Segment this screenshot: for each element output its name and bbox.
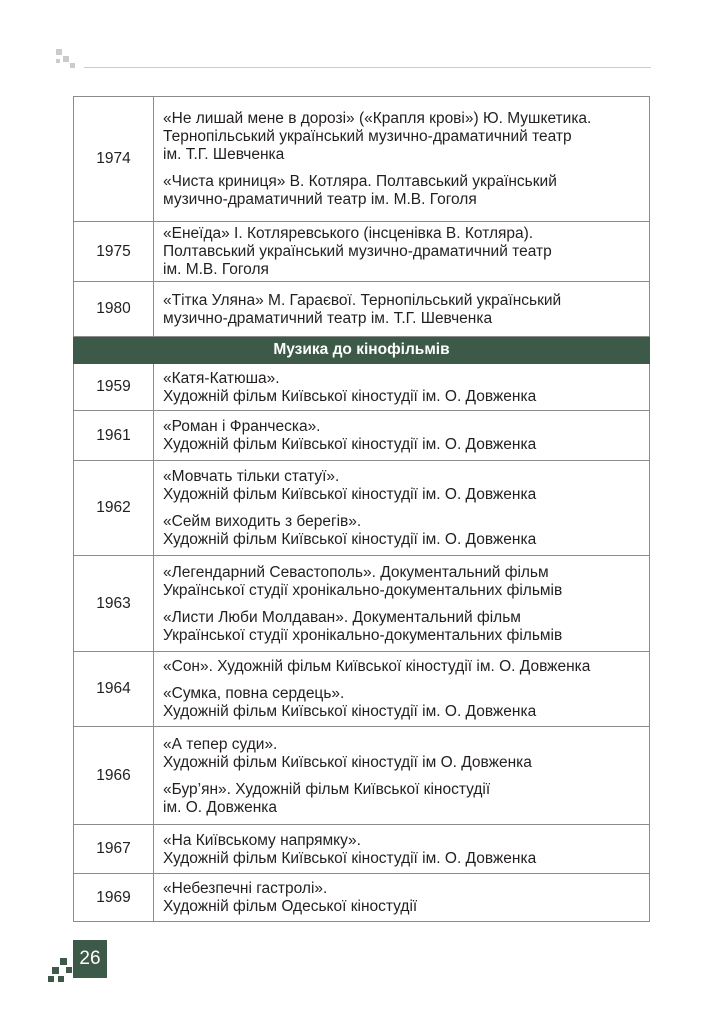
- year-cell: 1962: [74, 461, 154, 556]
- table-row: [74, 97, 650, 222]
- work-line: «Листи Люби Молдаван». Документальний фільм: [163, 608, 521, 626]
- year-cell: 1969: [74, 874, 154, 922]
- theatre-rows: [74, 97, 650, 337]
- work-entry: [163, 468, 643, 504]
- work-line: Художній фільм Київської кіностудії ім. О. Довженка: [163, 703, 537, 720]
- work-line: Художній фільм Київської кіностудії ім. О. Довженка: [163, 436, 537, 453]
- work-line: музично-драматичний театр ім. М.В. Гоголя: [163, 191, 477, 208]
- work-line: Художній фільм Київської кіностудії ім. О. Довженка: [163, 531, 537, 548]
- work-entry: [163, 736, 643, 772]
- works-cell: [154, 825, 650, 874]
- work-line: «Катя-Катюша».: [163, 369, 280, 387]
- works-cell: [154, 282, 650, 337]
- year-cell: 1975: [74, 222, 154, 282]
- work-line: «Сумка, повна сердець».: [163, 685, 345, 702]
- work-line: Художній фільм Київської кіностудії ім. О. Довженка: [163, 387, 537, 405]
- table-row: [74, 461, 650, 556]
- table-row: [74, 825, 650, 874]
- year-cell: 1967: [74, 825, 154, 874]
- year-cell: 1963: [74, 556, 154, 652]
- works-cell: [154, 461, 650, 556]
- work-entry: [163, 685, 643, 721]
- work-line: ім. О. Довженка: [163, 798, 278, 816]
- header-rule: [84, 67, 651, 68]
- work-line: «На Київському напрямку».: [163, 831, 361, 849]
- repertoire-table-container: [73, 96, 649, 922]
- header-decoration: [56, 49, 86, 69]
- work-entry: [163, 564, 643, 600]
- work-line: «Роман і Франческа».: [163, 418, 321, 435]
- work-line: Тернопільський український музично-драматичний театр: [163, 128, 572, 145]
- work-line: «Мовчать тільки статуї».: [163, 468, 340, 485]
- work-entry: [163, 880, 643, 916]
- year-cell: 1964: [74, 652, 154, 727]
- repertoire-table: [73, 96, 650, 922]
- table-row: [74, 222, 650, 282]
- work-entry: [163, 110, 643, 164]
- work-line: «Небезпечні гастролі».: [163, 880, 328, 897]
- section-header-row: [74, 337, 650, 364]
- table-row: [74, 282, 650, 337]
- work-line: Української студії хронікально-документальних фільмів: [163, 626, 563, 644]
- work-line: «А тепер суди».: [163, 735, 278, 753]
- work-line: Художній фільм Київської кіностудії ім О. Довженка: [163, 753, 532, 771]
- works-cell: [154, 364, 650, 411]
- work-line: Художній фільм Київської кіностудії ім. О. Довженка: [163, 849, 537, 867]
- work-entry: [163, 225, 643, 279]
- work-entry: [163, 292, 643, 328]
- work-line: ім. Т.Г. Шевченка: [163, 146, 285, 163]
- table-row: [74, 364, 650, 411]
- works-cell: [154, 727, 650, 825]
- year-cell: 1974: [74, 97, 154, 222]
- works-cell: [154, 97, 650, 222]
- work-line: Художній фільм Київської кіностудії ім. О. Довженка: [163, 486, 537, 503]
- film-rows: [74, 364, 650, 922]
- works-cell: [154, 874, 650, 922]
- work-line: Полтавський український музично-драматичний театр: [163, 243, 552, 260]
- section-header-group: [74, 337, 650, 364]
- works-cell: [154, 222, 650, 282]
- work-line: «Сон». Художній фільм Київської кіностудії ім. О. Довженка: [163, 658, 591, 675]
- work-entry: [163, 781, 643, 817]
- work-line: «Сейм виходить з берегів».: [163, 513, 362, 530]
- work-entry: [163, 609, 643, 645]
- table-row: [74, 727, 650, 825]
- works-cell: [154, 556, 650, 652]
- table-row: [74, 411, 650, 461]
- work-entry: [163, 418, 643, 454]
- work-line: музично-драматичний театр ім. Т.Г. Шевченка: [163, 309, 493, 327]
- work-entry: [163, 370, 643, 406]
- work-entry: [163, 658, 643, 676]
- work-line: ім. М.В. Гоголя: [163, 261, 269, 278]
- table-row: [74, 652, 650, 727]
- year-cell: 1961: [74, 411, 154, 461]
- work-entry: [163, 832, 643, 868]
- page-number: 26: [73, 940, 107, 978]
- year-cell: 1966: [74, 727, 154, 825]
- work-line: «Тітка Уляна» М. Гараєвої. Тернопільський український: [163, 291, 562, 309]
- works-cell: [154, 652, 650, 727]
- work-entry: [163, 173, 643, 209]
- table-row: [74, 874, 650, 922]
- work-line: Художній фільм Одеської кіностудії: [163, 898, 418, 915]
- work-line: «Бур’ян». Художній фільм Київської кіностудії: [163, 780, 491, 798]
- work-line: «Енеїда» І. Котляревського (інсценівка В. Котляра).: [163, 225, 534, 242]
- year-cell: 1980: [74, 282, 154, 337]
- work-line: «Чиста криниця» В. Котляра. Полтавський український: [163, 173, 557, 190]
- work-line: Української студії хронікально-документальних фільмів: [163, 581, 563, 599]
- section-header-film-music: Музика до кінофільмів: [74, 337, 650, 364]
- year-cell: 1959: [74, 364, 154, 411]
- work-line: «Не лишай мене в дорозі» («Крапля крові») Ю. Мушкетика.: [163, 110, 592, 127]
- table-row: [74, 556, 650, 652]
- works-cell: [154, 411, 650, 461]
- work-entry: [163, 513, 643, 549]
- work-line: «Легендарний Севастополь». Документальний фільм: [163, 563, 549, 581]
